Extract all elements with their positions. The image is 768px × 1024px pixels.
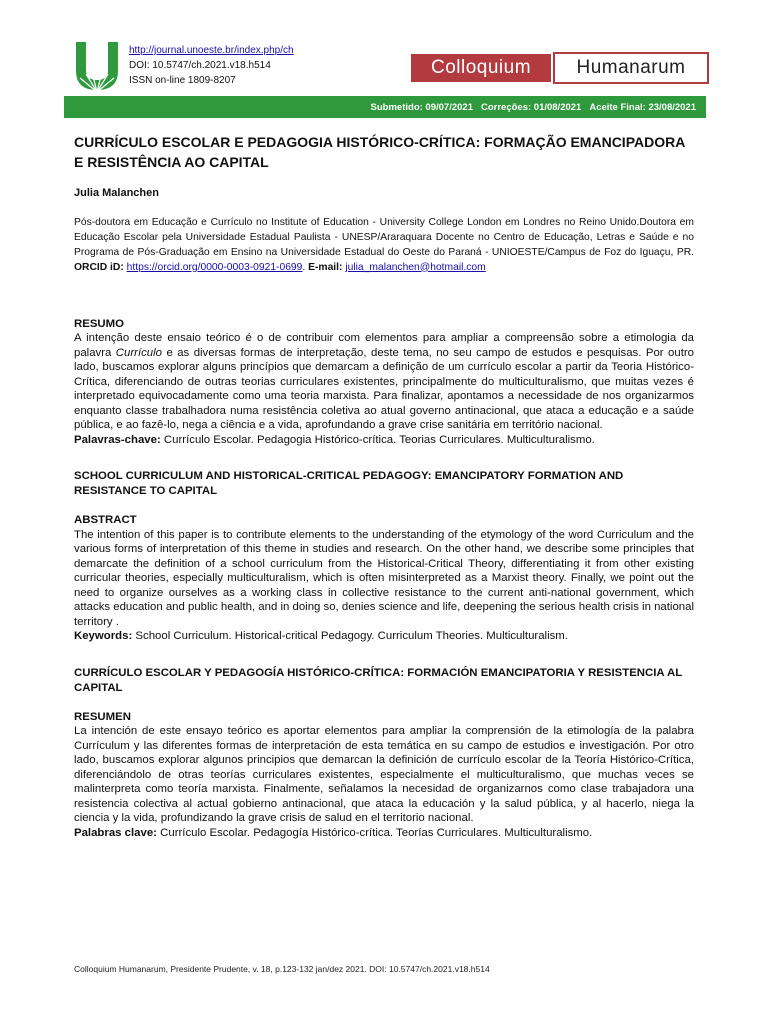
abstract-text: The intention of this paper is to contribute elements to the understanding of the etymology of the word Curriculum and the various forms of interpretation of this theme in studies and research. On the other hand, we describe some principles that demarcate the definition of a school curriculum from the Historical-Critical Theory, differentiating it from other existing curricular theories, especially multiculturalism, which is often misinterpreted as a Marxist theory. Finally, we point out the need to organize ourselves as a working class in collective resistance to the current anti-national government, which attacks education and public health, and in doing so, denies science and life, deepening the serious health crisis in national territory .	[74, 528, 694, 628]
resumen-text: La intención de este ensayo teórico es aportar elementos para ampliar la comprensión de la etimología de la palabra Currículum y las diferentes formas de interpretación de esta temática en su campo de estudios e investigación. Por otro lado, buscamos explorar algunos principios que demarcan la definición de currículo escolar de la Teoría Histórico-Crítica, diferenciándolo de otras teorías curriculares existentes, especialmente el multiculturalismo, que muchas veces se malinterpreta como teoría marxista. Finalmente, señalamos la necesidad de organizarnos como clase trabajadora una resistencia colectiva al actual gobierno antinacional, que ataca la educación y la salud pública, y al hacerlo, niega la ciencia y la vida, profundizando la grave crisis de salud en el territorio nacional.	[74, 725, 694, 824]
orcid-link[interactable]: https://orcid.org/0000-0003-0921-0699	[126, 261, 303, 273]
abstract-keywords: Keywords: School Curriculum. Historical-critical Pedagogy. Curriculum Theories. Multiculturalism.	[74, 630, 568, 642]
resumo-text: A intenção deste ensaio teórico é o de contribuir com elementos para ampliar a compreensão sobre a etimologia da palavra Currículo e as diversas formas de interpretação, deste tema, no seu campo de estudos e pesquisas. Por outro lado, buscamos explorar alguns princípios que demarcam a definição de um currículo escolar a partir da Teoria Histórico-Crítica, diferenciando de outras teorias curriculares existentes, principalmente do multiculturalismo, que muitas vezes é interpretado equivocadamente como uma teoria marxista. Para finalizar, apontamos a necessidade de nos organizarmos enquanto classe trabalhadora numa resistência coletiva ao atual governo antinacional, que ataca a educação e a saúde pública, e ao fazê-lo, nega a ciência e a vida, aprofundando a grave crise sanitária em território nacional.	[74, 332, 694, 431]
unoeste-logo-icon	[72, 40, 122, 92]
email-link[interactable]: julia_malanchen@hotmail.com	[345, 261, 486, 273]
email-label: E-mail:	[308, 261, 343, 273]
article-title: CURRÍCULO ESCOLAR E PEDAGOGIA HISTÓRICO-CRÍTICA: FORMAÇÃO EMANCIPADORA E RESISTÊNCIA AO CAPITAL	[74, 134, 685, 170]
author-affiliation: Pós-doutora em Educação e Currículo no Institute of Education - University College London em Londres no Reino Unido.Doutora em Educação Escolar pela Universidade Estadual Paulista - UNESP/Araraquara Docente no Centro de Educação, Letras e Saúde e no Programa de Pós-Graduação em Ensino na Universidade Estadual do Oeste do Paraná - UNIOESTE/Campus de Foz do Iguaçu, PR. ORCID iD: https://orcid.org/0000-0003-0921-0699. E-mail: julia_malanchen@hotmail.com	[74, 216, 694, 273]
abstract-heading: ABSTRACT	[74, 514, 137, 526]
journal-url-link[interactable]: http://journal.unoeste.br/index.php/ch	[129, 45, 294, 56]
journal-meta	[129, 43, 294, 88]
orcid-label: ORCID iD:	[74, 261, 124, 273]
resumo-keywords: Palavras-chave: Currículo Escolar. Pedagogia Histórico-crítica. Teorias Curriculares. Multiculturalismo.	[74, 433, 595, 446]
brand-left: Colloquium	[411, 54, 551, 82]
resumen-keywords: Palabras clave: Currículo Escolar. Pedagogía Histórico-crítica. Teorías Curriculares. Multiculturalismo.	[74, 826, 593, 839]
spanish-title: CURRÍCULO ESCOLAR Y PEDAGOGÍA HISTÓRICO-CRÍTICA: FORMACIÓN EMANCIPATORIA Y RESISTENCIA AL CAPITAL	[74, 666, 682, 694]
resumen-heading: RESUMEN	[74, 710, 131, 723]
page-footer: Colloquium Humanarum, Presidente Prudente, v. 18, p.123-132 jan/dez 2021. DOI: 10.5747/ch.2021.v18.h514	[74, 964, 490, 974]
corrections-date: Correções: 01/08/2021	[480, 101, 582, 113]
resumo-heading: RESUMO	[74, 317, 124, 330]
affiliation-text: Pós-doutora em Educação e Currículo no Institute of Education - University College London em Londres no Reino Unido.Doutora em Educação Escolar pela Universidade Estadual Paulista - UNESP/Araraquara Docente no Centro de Educação, Letras e Saúde e no Programa de Pós-Graduação em Ensino na Universidade Estadual do Oeste do Paraná - UNIOESTE/Campus de Foz do Iguaçu, PR.	[74, 216, 694, 258]
dates-bar	[64, 96, 706, 118]
article-content	[74, 132, 694, 840]
brand-right: Humanarum	[553, 52, 709, 84]
author-name: Julia Malanchen	[74, 187, 159, 199]
submitted-date: Submetido: 09/07/2021	[370, 101, 473, 113]
journal-brand	[409, 52, 709, 84]
doi-text: DOI: 10.5747/ch.2021.v18.h514	[129, 60, 271, 71]
accepted-date: Aceite Final: 23/08/2021	[589, 101, 696, 113]
issn-text: ISSN on-line 1809-8207	[129, 75, 236, 86]
english-title: SCHOOL CURRICULUM AND HISTORICAL-CRITICAL PEDAGOGY: EMANCIPATORY FORMATION AND RESISTANCE TO CAPITAL	[74, 470, 624, 497]
